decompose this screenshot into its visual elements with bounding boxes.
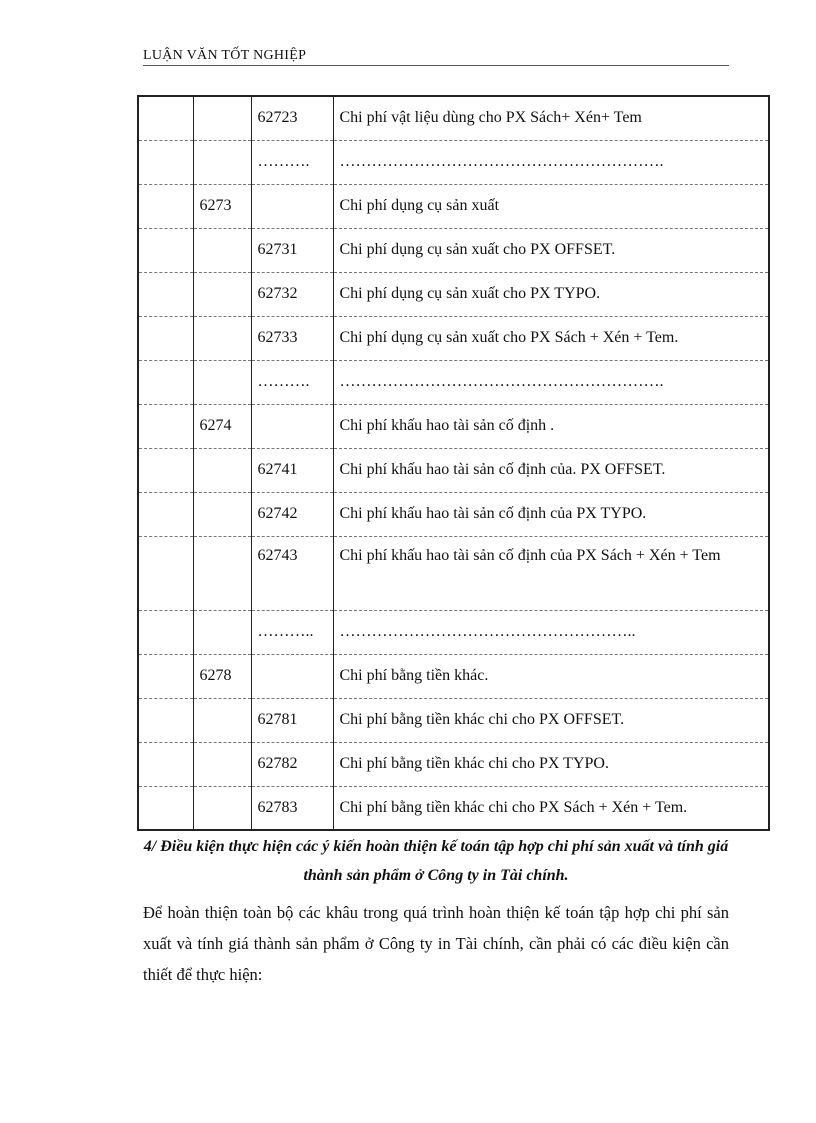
table-row <box>138 404 769 448</box>
table-cell-level2 <box>193 228 251 272</box>
table-row <box>138 140 769 184</box>
table-cell-description: ……………………………………………………. <box>333 360 769 404</box>
table-cell-description: Chi phí dụng cụ sản xuất cho PX Sách + Xén + Tem. <box>333 316 769 360</box>
table-cell-level3: 62783 <box>251 786 333 830</box>
table-row <box>138 448 769 492</box>
table-cell-level3: 62723 <box>251 96 333 140</box>
table-cell-level1 <box>138 536 193 610</box>
table-cell-level3: 62731 <box>251 228 333 272</box>
table-cell-description: Chi phí khấu hao tài sản cố định của PX TYPO. <box>333 492 769 536</box>
table-cell-description: Chi phí dụng cụ sản xuất cho PX TYPO. <box>333 272 769 316</box>
table-cell-level2 <box>193 360 251 404</box>
body-paragraph: Để hoàn thiện toàn bộ các khâu trong quá trình hoàn thiện kế toán tập hợp chi phí sản xuất và tính giá thành sản phẩm ở Công ty in Tài chính, cần phải có các điều kiện cần thiết để thực hiện: <box>143 903 729 984</box>
table-cell-level2 <box>193 698 251 742</box>
table-cell-level1 <box>138 184 193 228</box>
table-cell-level2 <box>193 536 251 610</box>
table-cell-level3: ………. <box>251 140 333 184</box>
table-cell-level1 <box>138 140 193 184</box>
table-row <box>138 360 769 404</box>
table-cell-level3 <box>251 404 333 448</box>
table-cell-description: ……………………………………………….. <box>333 610 769 654</box>
table-cell-description: Chi phí khấu hao tài sản cố định của PX Sách + Xén + Tem <box>333 536 769 610</box>
table-cell-description: ……………………………………………………. <box>333 140 769 184</box>
table-cell-level3: ……….. <box>251 610 333 654</box>
table-cell-level2 <box>193 610 251 654</box>
table-row <box>138 272 769 316</box>
table-row <box>138 698 769 742</box>
table-cell-level3: 62741 <box>251 448 333 492</box>
table-cell-level2 <box>193 742 251 786</box>
table-cell-description: Chi phí bằng tiền khác. <box>333 654 769 698</box>
table-cell-level1 <box>138 360 193 404</box>
table-cell-description: Chi phí dụng cụ sản xuất <box>333 184 769 228</box>
table-cell-level2: 6274 <box>193 404 251 448</box>
table-cell-level1 <box>138 228 193 272</box>
table-cell-level2 <box>193 786 251 830</box>
table-cell-description: Chi phí vật liệu dùng cho PX Sách+ Xén+ Tem <box>333 96 769 140</box>
table-cell-level2 <box>193 448 251 492</box>
table-cell-level3: 62733 <box>251 316 333 360</box>
table-cell-level2: 6278 <box>193 654 251 698</box>
table-cell-level2 <box>193 96 251 140</box>
table-cell-level1 <box>138 742 193 786</box>
table-cell-level1 <box>138 96 193 140</box>
table-cell-level2 <box>193 272 251 316</box>
table-cell-level1 <box>138 654 193 698</box>
table-cell-description: Chi phí bằng tiền khác chi cho PX Sách + Xén + Tem. <box>333 786 769 830</box>
table-cell-level3: ………. <box>251 360 333 404</box>
table-cell-level3 <box>251 654 333 698</box>
table-row <box>138 742 769 786</box>
page-header: LUẬN VĂN TỐT NGHIỆP <box>143 48 729 66</box>
table-cell-description: Chi phí bằng tiền khác chi cho PX TYPO. <box>333 742 769 786</box>
table-row <box>138 654 769 698</box>
table-cell-level2 <box>193 492 251 536</box>
table-cell-description: Chi phí khấu hao tài sản cố định . <box>333 404 769 448</box>
table-row <box>138 96 769 140</box>
table-cell-level2: 6273 <box>193 184 251 228</box>
table-cell-level1 <box>138 404 193 448</box>
table-cell-level3: 62742 <box>251 492 333 536</box>
table-cell-level2 <box>193 316 251 360</box>
table-row <box>138 786 769 830</box>
account-table <box>137 95 770 831</box>
table-cell-level3: 62782 <box>251 742 333 786</box>
table-cell-level3: 62743 <box>251 536 333 610</box>
table-cell-level1 <box>138 698 193 742</box>
table-row <box>138 536 769 610</box>
table-row <box>138 492 769 536</box>
table-cell-level1 <box>138 272 193 316</box>
table-cell-level1 <box>138 448 193 492</box>
table-row <box>138 184 769 228</box>
table-cell-description: Chi phí khấu hao tài sản cố định của. PX OFFSET. <box>333 448 769 492</box>
table-row <box>138 316 769 360</box>
table-cell-level1 <box>138 316 193 360</box>
table-row <box>138 610 769 654</box>
table-cell-level2 <box>193 140 251 184</box>
table-cell-level1 <box>138 786 193 830</box>
table-cell-description: Chi phí bằng tiền khác chi cho PX OFFSET. <box>333 698 769 742</box>
table-cell-level3: 62781 <box>251 698 333 742</box>
table-cell-level1 <box>138 610 193 654</box>
section-heading: 4/ Điều kiện thực hiện các ý kiến hoàn thiện kế toán tập hợp chi phí sản xuất và tính giá thành sản phẩm ở Công ty in Tài chính. <box>143 838 729 884</box>
table-cell-level3 <box>251 184 333 228</box>
table-cell-description: Chi phí dụng cụ sản xuất cho PX OFFSET. <box>333 228 769 272</box>
table-cell-level1 <box>138 492 193 536</box>
table-row <box>138 228 769 272</box>
table-cell-level3: 62732 <box>251 272 333 316</box>
